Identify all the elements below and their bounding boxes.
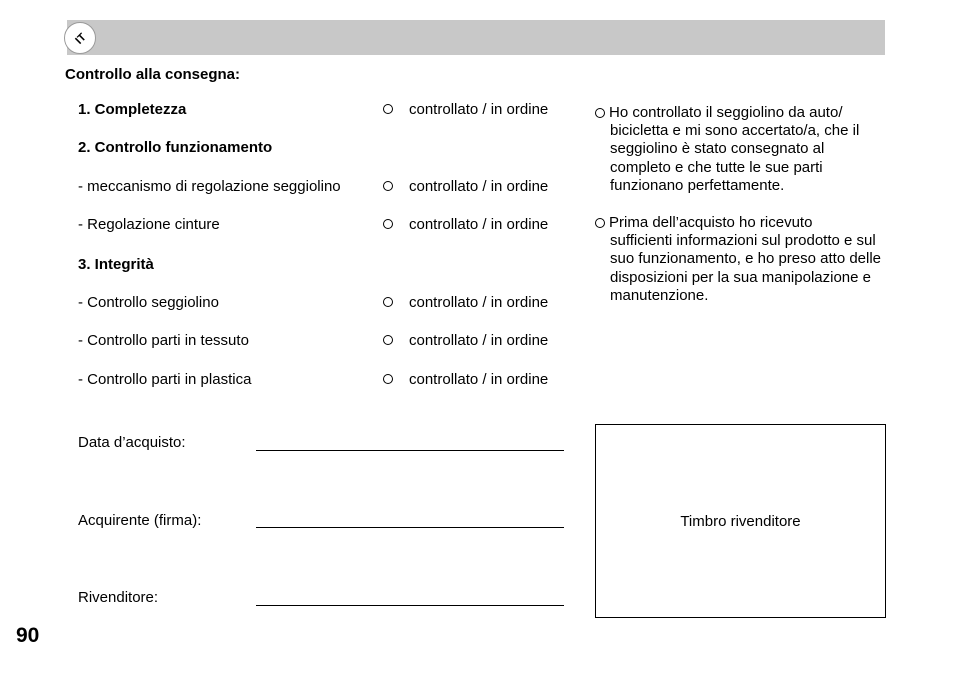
check-circle[interactable] xyxy=(383,181,393,191)
dealer-line[interactable] xyxy=(256,605,564,606)
buyer-signature-label: Acquirente (firma): xyxy=(78,512,202,529)
check-item-belt-adjustment: - Regolazione cinture xyxy=(78,216,220,233)
declaration-informed xyxy=(595,214,887,305)
language-badge-label: IT xyxy=(73,31,89,47)
check-circle[interactable] xyxy=(383,104,393,114)
check-status: controllato / in ordine xyxy=(409,216,549,233)
check-status: controllato / in ordine xyxy=(409,101,549,118)
check-item-completeness: 1. Completezza xyxy=(78,101,187,118)
language-badge xyxy=(64,22,96,54)
declaration-circle[interactable] xyxy=(595,108,605,118)
check-item-seat: - Controllo seggiolino xyxy=(78,294,219,311)
purchase-date-line[interactable] xyxy=(256,450,564,451)
declaration-circle[interactable] xyxy=(595,218,605,228)
check-item-seat-adjustment: - meccanismo di regolazione seggiolino xyxy=(78,178,341,195)
dealer-stamp-label: Timbro rivenditore xyxy=(680,513,801,530)
page-number: 90 xyxy=(16,624,40,647)
check-item-plastic-parts: - Controllo parti in plastica xyxy=(78,371,252,388)
check-status: controllato / in ordine xyxy=(409,178,549,195)
purchase-date-label: Data d’acquisto: xyxy=(78,434,186,451)
check-status: controllato / in ordine xyxy=(409,332,549,349)
check-circle[interactable] xyxy=(383,219,393,229)
declaration-first-line: Ho controllato il seggiolino da auto/ xyxy=(609,104,843,121)
declaration-text: bicicletta e mi sono accertato/a, che il seggiolino è stato consegnato al completo e che tutte le sue parti funzionano perfettamente. xyxy=(610,122,860,194)
buyer-signature-line[interactable] xyxy=(256,527,564,528)
declaration-inspected xyxy=(595,104,887,195)
check-circle[interactable] xyxy=(383,297,393,307)
declaration-text: sufficienti informazioni sul prodotto e sul suo funzionamento, e ho preso atto delle disposizioni per la sua manipolazione e manutenzione. xyxy=(610,232,882,304)
check-heading-function: 2. Controllo funzionamento xyxy=(78,139,273,156)
dealer-label: Rivenditore: xyxy=(78,589,159,606)
section-title: Controllo alla consegna: xyxy=(65,66,241,83)
check-heading-integrity: 3. Integrità xyxy=(78,256,154,273)
header-bar xyxy=(67,20,885,55)
declaration-first-line: Prima dell’acquisto ho ricevuto xyxy=(609,214,813,231)
dealer-stamp-box xyxy=(595,424,886,618)
check-status: controllato / in ordine xyxy=(409,294,549,311)
check-item-fabric-parts: - Controllo parti in tessuto xyxy=(78,332,249,349)
check-circle[interactable] xyxy=(383,374,393,384)
check-status: controllato / in ordine xyxy=(409,371,549,388)
check-circle[interactable] xyxy=(383,335,393,345)
